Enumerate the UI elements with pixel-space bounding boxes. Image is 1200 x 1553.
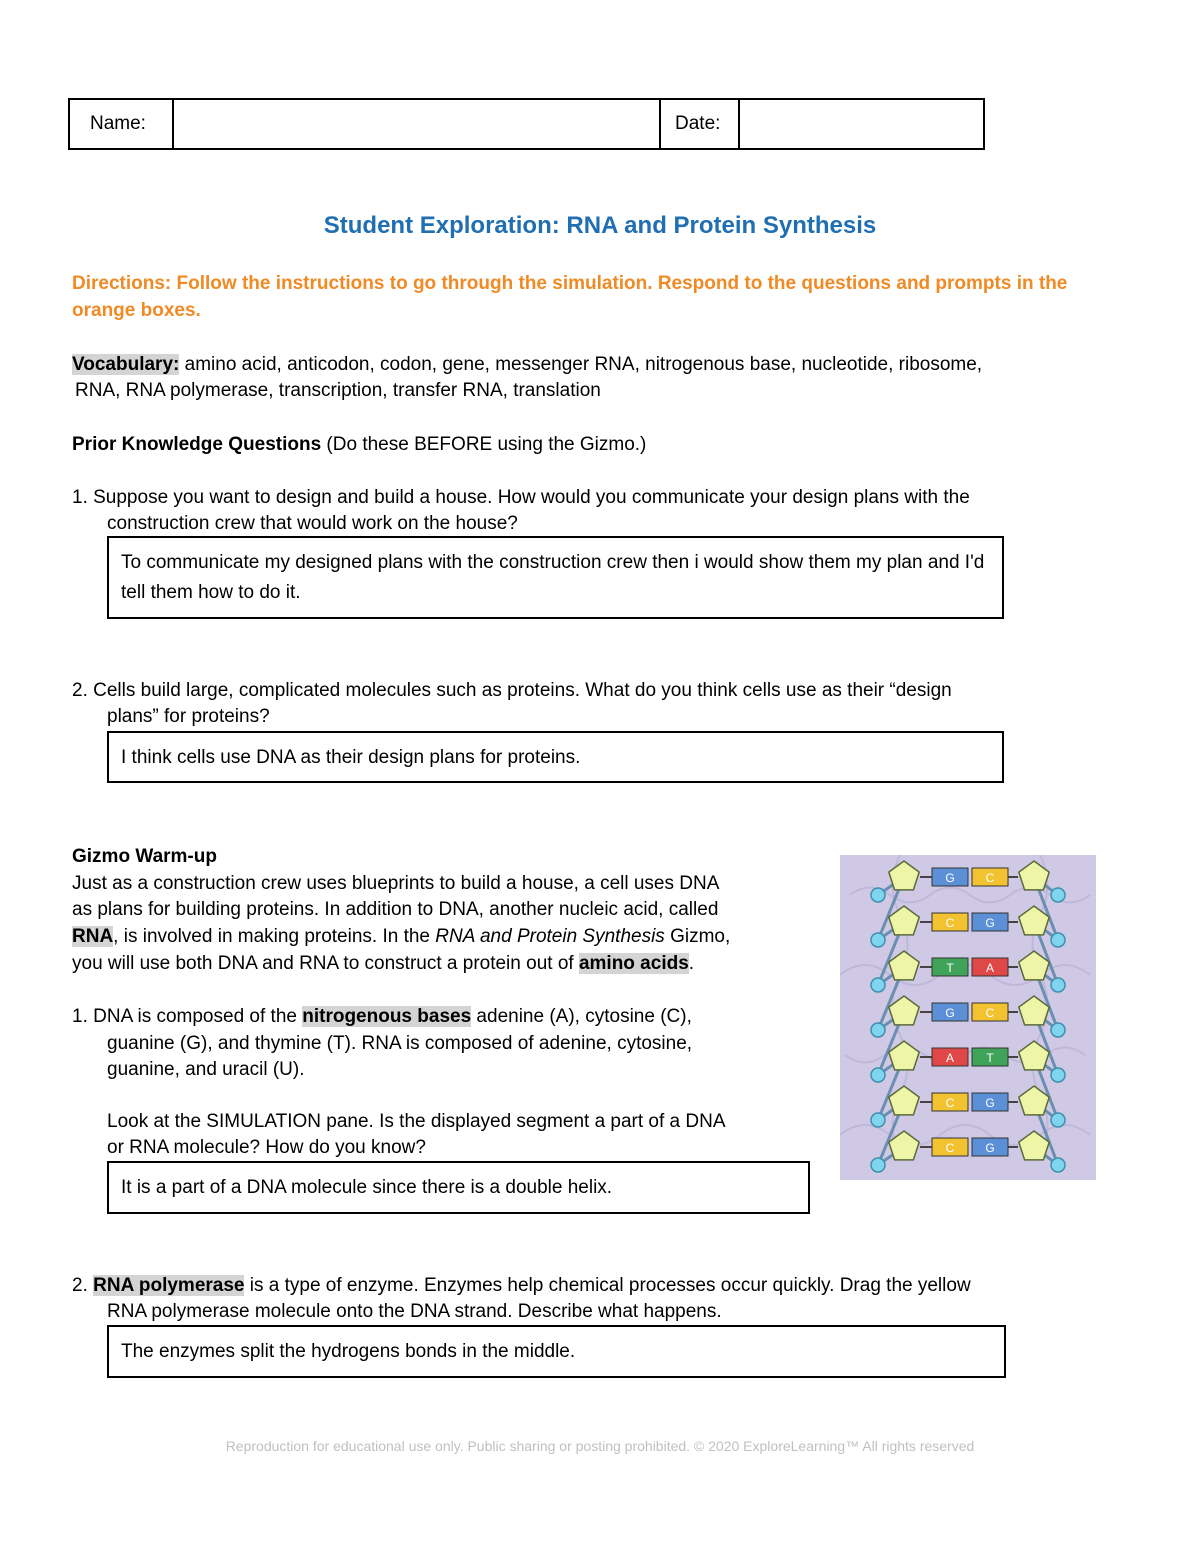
base-left-label: G bbox=[945, 871, 955, 885]
sugar-right bbox=[1019, 1041, 1049, 1070]
gizmo-name: RNA and Protein Synthesis bbox=[435, 926, 665, 947]
warmup-q1-line-5: or RNA molecule? How do you know? bbox=[107, 1137, 426, 1158]
phosphate-left bbox=[871, 1023, 885, 1037]
phosphate-right bbox=[1051, 1023, 1065, 1037]
phosphate-left bbox=[871, 1158, 885, 1172]
footer-copyright: Reproduction for educational use only. Public sharing or posting prohibited. © 2020 ExploreLearning™ All rights reserved bbox=[225, 1438, 975, 1454]
vocabulary-line-1 bbox=[72, 352, 982, 378]
warmup-paragraph-line-4 bbox=[72, 951, 694, 977]
warmup-paragraph-line-3 bbox=[72, 924, 730, 950]
base-left-label: T bbox=[946, 961, 954, 975]
base-right-label: C bbox=[985, 1006, 995, 1020]
base-left-label: A bbox=[945, 1051, 955, 1065]
sugar-left bbox=[889, 1041, 919, 1070]
warmup-p3-a: , is involved in making proteins. In the bbox=[113, 926, 436, 947]
simulation-dna-image bbox=[840, 855, 1096, 1180]
warmup-q1-line-3: guanine, and uracil (U). bbox=[107, 1059, 305, 1080]
directions: Directions: Follow the instructions to go through the simulation. Respond to the questions and prompts in the orange boxes. bbox=[72, 273, 1068, 321]
phosphate-left bbox=[871, 1113, 885, 1127]
warmup-q1-line-1 bbox=[72, 1004, 692, 1030]
warmup-paragraph-line-2: as plans for building proteins. In addition to DNA, another nucleic acid, called bbox=[72, 899, 719, 920]
sugar-right bbox=[1019, 951, 1049, 980]
dna-diagram bbox=[840, 855, 1096, 1180]
base-right-label: A bbox=[985, 961, 995, 975]
base-right-label: G bbox=[985, 916, 995, 930]
warmup-q2-a: is a type of enzyme. Enzymes help chemical processes occur quickly. Drag the yellow bbox=[244, 1275, 971, 1296]
phosphate-right bbox=[1051, 1113, 1065, 1127]
warmup-p3-b: Gizmo, bbox=[664, 926, 731, 947]
phosphate-left bbox=[871, 888, 885, 902]
base-right-label: C bbox=[985, 871, 995, 885]
sugar-left bbox=[889, 861, 919, 890]
prior-answer-2[interactable]: I think cells use DNA as their design plans for proteins. bbox=[107, 731, 1004, 783]
phosphate-right bbox=[1051, 978, 1065, 992]
page-title: Student Exploration: RNA and Protein Synthesis bbox=[323, 212, 877, 239]
term-amino-acids: amino acids bbox=[578, 953, 689, 974]
warmup-q1-b: adenine (A), cytosine (C), bbox=[471, 1006, 692, 1027]
warmup-q1-line-4: Look at the SIMULATION pane. Is the displayed segment a part of a DNA bbox=[107, 1111, 726, 1132]
base-right-label: T bbox=[986, 1051, 994, 1065]
phosphate-left bbox=[871, 933, 885, 947]
prior-heading-text: Prior Knowledge Questions bbox=[72, 434, 322, 455]
phosphate-left bbox=[871, 1068, 885, 1082]
vocabulary-terms-1: amino acid, anticodon, codon, gene, messenger RNA, nitrogenous base, nucleotide, ribosome, bbox=[179, 354, 983, 375]
prior-q1-line-2: construction crew that would work on the house? bbox=[107, 513, 518, 534]
phosphate-right bbox=[1051, 1158, 1065, 1172]
sugar-left bbox=[889, 951, 919, 980]
vocabulary-label: Vocabulary: bbox=[72, 354, 180, 375]
prior-knowledge-heading bbox=[72, 432, 646, 458]
sugar-left bbox=[889, 906, 919, 935]
sugar-right bbox=[1019, 1086, 1049, 1115]
base-right-label: G bbox=[985, 1096, 995, 1110]
warmup-p4-end: . bbox=[688, 953, 695, 974]
term-rna: RNA bbox=[72, 926, 114, 947]
warmup-p4-a: you will use both DNA and RNA to construct a protein out of bbox=[72, 953, 579, 974]
sugar-right bbox=[1019, 906, 1049, 935]
warmup-q2-num: 2. bbox=[72, 1275, 94, 1296]
warmup-answer-1[interactable]: It is a part of a DNA molecule since there is a double helix. bbox=[107, 1161, 810, 1214]
base-left-label: C bbox=[945, 1141, 955, 1155]
sugar-right bbox=[1019, 996, 1049, 1025]
date-label: Date: bbox=[675, 113, 721, 134]
base-right-label: G bbox=[985, 1141, 995, 1155]
date-label-cell bbox=[661, 100, 740, 148]
name-field[interactable] bbox=[174, 100, 661, 148]
sugar-right bbox=[1019, 1131, 1049, 1160]
base-left-label: C bbox=[945, 1096, 955, 1110]
vocabulary-terms-2: RNA, RNA polymerase, transcription, transfer RNA, translation bbox=[75, 380, 601, 401]
name-label: Name: bbox=[90, 113, 146, 134]
prior-q2-line-2: plans” for proteins? bbox=[107, 706, 270, 727]
warmup-paragraph-line-1: Just as a construction crew uses blueprints to build a house, a cell uses DNA bbox=[72, 873, 720, 894]
phosphate-right bbox=[1051, 888, 1065, 902]
date-field[interactable] bbox=[740, 100, 983, 148]
base-left-label: G bbox=[945, 1006, 955, 1020]
prior-q1-line-1: 1. Suppose you want to design and build a house. How would you communicate your design plans with the bbox=[72, 487, 970, 508]
warmup-q2-line-2: RNA polymerase molecule onto the DNA strand. Describe what happens. bbox=[107, 1301, 722, 1322]
warmup-q2-line-1 bbox=[72, 1273, 971, 1299]
prior-q2-line-1: 2. Cells build large, complicated molecules such as proteins. What do you think cells use as their “design bbox=[72, 680, 952, 701]
name-date-table bbox=[68, 98, 985, 150]
name-label-cell bbox=[70, 100, 174, 148]
phosphate-left bbox=[871, 978, 885, 992]
warmup-q1-a: 1. DNA is composed of the bbox=[72, 1006, 303, 1027]
phosphate-right bbox=[1051, 1068, 1065, 1082]
prior-answer-1[interactable]: To communicate my designed plans with the construction crew then i would show them my plan and I'd tell them how to do it. bbox=[107, 536, 1004, 619]
phosphate-right bbox=[1051, 933, 1065, 947]
term-rna-polymerase: RNA polymerase bbox=[93, 1275, 245, 1296]
prior-heading-note: (Do these BEFORE using the Gizmo.) bbox=[321, 434, 647, 455]
term-nitrogenous-bases: nitrogenous bases bbox=[302, 1006, 472, 1027]
warmup-heading: Gizmo Warm-up bbox=[72, 846, 217, 867]
warmup-q1-line-2: guanine (G), and thymine (T). RNA is composed of adenine, cytosine, bbox=[107, 1033, 693, 1054]
sugar-left bbox=[889, 1086, 919, 1115]
base-left-label: C bbox=[945, 916, 955, 930]
warmup-answer-2[interactable]: The enzymes split the hydrogens bonds in the middle. bbox=[107, 1325, 1006, 1378]
